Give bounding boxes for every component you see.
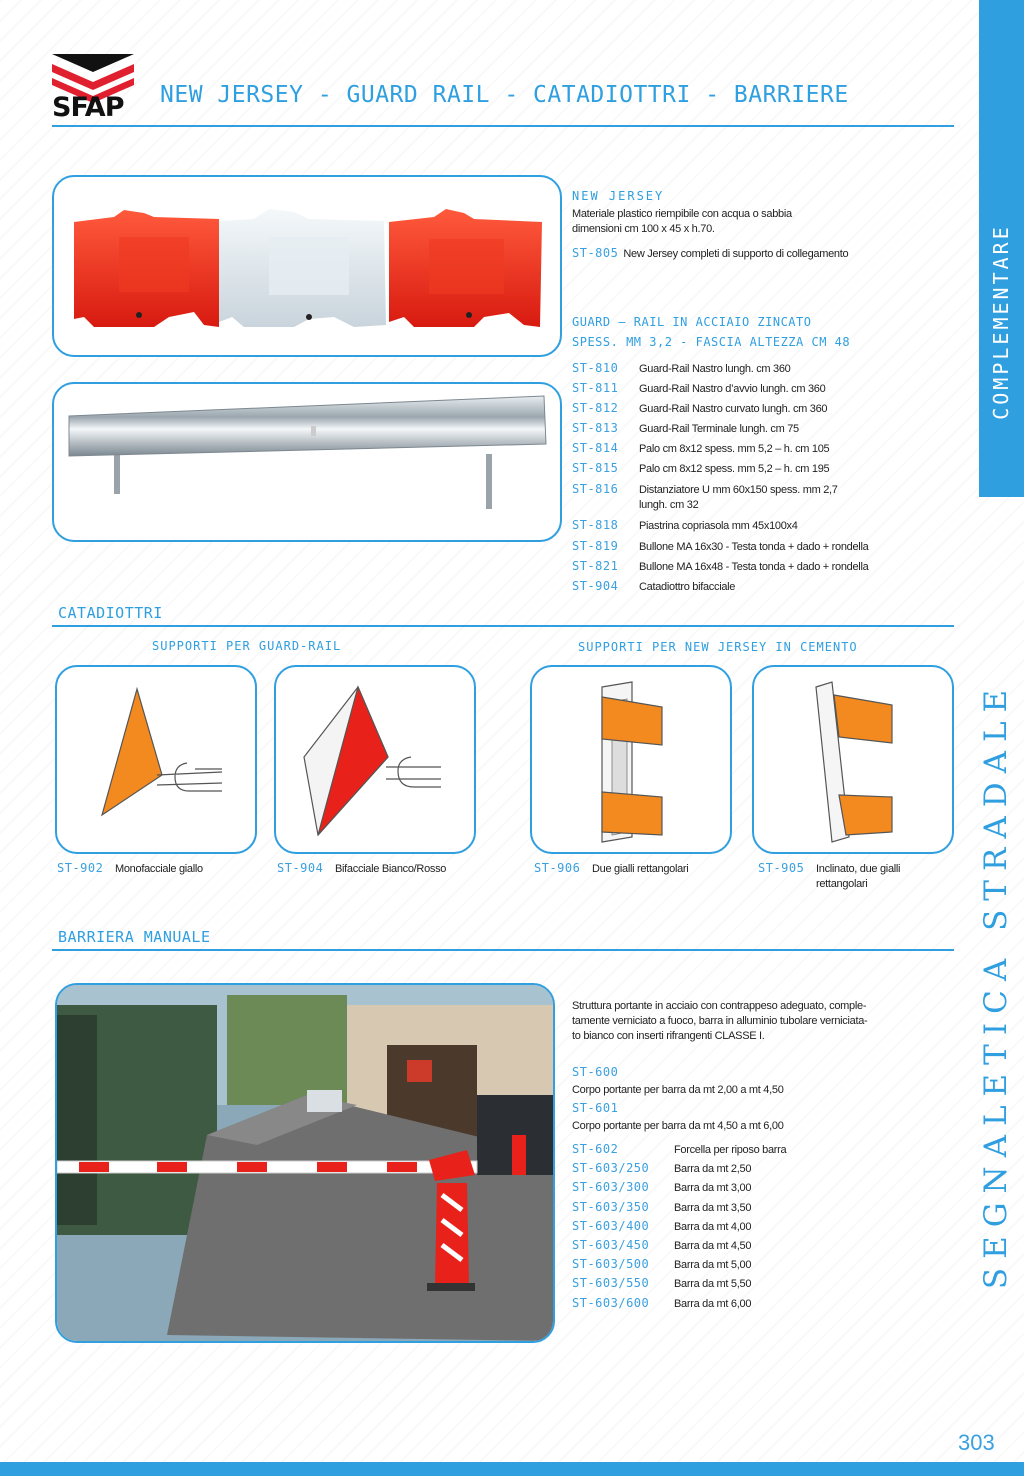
product-code: ST-821: [572, 559, 619, 573]
product-description: Due gialli rettangolari: [592, 863, 689, 875]
product-description: Barra da mt 6,00: [674, 1297, 752, 1310]
product-code: ST-602: [572, 1142, 619, 1156]
catadiottri-heading: CATADIOTTRI: [58, 604, 163, 622]
product-row: [572, 246, 848, 260]
barrier-white: [219, 209, 386, 327]
product-row: [57, 861, 203, 877]
product-code: ST-603/250: [572, 1161, 650, 1176]
product-description: Inclinato, due gialli rettangolari: [816, 863, 901, 890]
guard-rail-subheading: SPESS. MM 3,2 - FASCIA ALTEZZA CM 48: [572, 335, 851, 349]
product-row: [572, 421, 799, 437]
barriera-heading: BARRIERA MANUALE: [58, 928, 211, 946]
product-row: [572, 518, 798, 534]
product-row: [572, 539, 868, 555]
sidebar-tab-label: COMPLEMENTARE: [989, 224, 1013, 420]
product-code: ST-819: [572, 539, 619, 553]
product-row: [572, 1180, 751, 1196]
guard-rail-heading: GUARD – RAIL IN ACCIAIO ZINCATO: [572, 315, 812, 329]
product-row: [572, 1296, 751, 1312]
logo-text: SFAP: [52, 92, 124, 123]
reflector-photo-st904: [274, 665, 476, 854]
product-description: Piastrina copriasola mm 45x100x4: [639, 520, 798, 532]
product-code: ST-813: [572, 421, 619, 435]
reflector-photo-st906: [530, 665, 732, 854]
product-code: ST-811: [572, 381, 619, 395]
product-description: Bifacciale Bianco/Rosso: [335, 863, 447, 875]
product-row: [572, 1219, 751, 1235]
product-code-st600: ST-600: [572, 1065, 619, 1079]
product-description: New Jersey completi di supporto di collegamento: [623, 248, 849, 260]
new-jersey-description: Materiale plastico riempibile con acqua o sabbia dimensioni cm 100 x 45 x h.70.: [572, 208, 792, 235]
vertical-section-title: SEGNALETICA STRADALE: [978, 680, 1014, 1290]
product-row: [572, 1161, 751, 1177]
product-row: [572, 361, 791, 377]
barriera-divider: [52, 949, 954, 951]
product-description: Guard-Rail Nastro curvato lungh. cm 360: [639, 403, 828, 415]
product-description: Barra da mt 3,50: [674, 1201, 752, 1214]
product-code: ST-818: [572, 518, 619, 532]
reflector-photo-st905: [752, 665, 954, 854]
product-description: Guard-Rail Nastro d’avvio lungh. cm 360: [639, 383, 826, 395]
product-description: Barra da mt 4,50: [674, 1240, 752, 1252]
page-number: 303: [958, 1430, 995, 1455]
product-row: [572, 1257, 751, 1273]
product-description: Palo cm 8x12 spess. mm 5,2 – h. cm 195: [639, 463, 830, 475]
product-code: ST-905: [758, 861, 805, 875]
product-code: ST-603/500: [572, 1257, 650, 1272]
product-code: ST-812: [572, 401, 619, 415]
product-row: [572, 401, 827, 417]
product-row: [572, 441, 829, 457]
product-description: Monofacciale giallo: [115, 863, 203, 875]
manual-barrier-photo: [55, 983, 555, 1343]
product-description: Distanziatore U mm 60x150 spess. mm 2,7 lungh. cm 32: [639, 484, 838, 511]
product-row: [572, 559, 868, 575]
product-code-st601: ST-601: [572, 1101, 619, 1115]
product-row: [572, 461, 829, 477]
product-description: Bullone MA 16x48 - Testa tonda + dado + rondella: [639, 561, 869, 573]
barrier-red-left: [74, 210, 219, 327]
reflector-photo-st902: [55, 665, 257, 854]
product-description: Bullone MA 16x30 - Testa tonda + dado + rondella: [639, 541, 869, 553]
guard-rail-photo: [52, 382, 562, 542]
product-description: Barra da mt 5,50: [674, 1278, 752, 1291]
product-row: [572, 1200, 751, 1216]
product-description: Guard-Rail Nastro lungh. cm 360: [639, 363, 791, 375]
product-description: Barra da mt 4,00: [674, 1220, 752, 1233]
product-description: Guard-Rail Terminale lungh. cm 75: [639, 423, 799, 435]
product-code: ST-603/450: [572, 1238, 650, 1252]
product-description: Palo cm 8x12 spess. mm 5,2 – h. cm 105: [639, 443, 830, 455]
product-row: [572, 482, 838, 513]
barrier-red-right: [389, 209, 542, 327]
new-jersey-supports-label: SUPPORTI PER NEW JERSEY IN CEMENTO: [578, 640, 858, 654]
product-row: [572, 1276, 751, 1292]
product-code: ST-805: [572, 246, 619, 260]
product-description: Barra da mt 3,00: [674, 1182, 752, 1195]
product-row: [572, 1238, 751, 1254]
product-description: Catadiottro bifacciale: [639, 581, 736, 593]
product-row: [277, 861, 446, 877]
product-row: [572, 381, 825, 397]
product-code: ST-906: [534, 861, 581, 875]
product-row: [534, 861, 688, 877]
product-code: ST-603/600: [572, 1295, 650, 1310]
product-description: Forcella per riposo barra: [674, 1144, 787, 1156]
product-code: ST-603/350: [572, 1199, 650, 1214]
product-code: ST-810: [572, 361, 619, 375]
catadiottri-divider: [52, 625, 954, 627]
product-row: [758, 861, 900, 892]
product-description-st600: Corpo portante per barra da mt 2,00 a mt 4,50: [572, 1084, 784, 1096]
product-code: ST-814: [572, 441, 619, 455]
product-row: [572, 579, 735, 595]
brand-logo: [52, 52, 134, 123]
product-code: ST-603/400: [572, 1218, 650, 1233]
footer-bar: [0, 1462, 1024, 1476]
product-code: ST-815: [572, 461, 619, 475]
product-row: [572, 1142, 786, 1158]
product-code: ST-902: [57, 861, 104, 875]
product-description: Barra da mt 5,00: [674, 1259, 752, 1272]
product-code: ST-603/300: [572, 1180, 650, 1195]
header-divider: [52, 125, 954, 127]
product-code: ST-904: [277, 861, 324, 875]
new-jersey-photo: [52, 175, 562, 357]
page-title: NEW JERSEY - GUARD RAIL - CATADIOTTRI - BARRIERE: [160, 82, 849, 108]
product-code: ST-816: [572, 482, 619, 496]
barriera-description: Struttura portante in acciaio con contrappeso adeguato, comple- tamente verniciato a fuoco, barra in alluminio tubolare verniciata- to bianco con inserti rifrangenti CLASSE I.: [572, 1000, 868, 1042]
product-description-st601: Corpo portante per barra da mt 4,50 a mt 6,00: [572, 1120, 784, 1132]
product-description: Barra da mt 2,50: [674, 1163, 752, 1176]
guard-rail-supports-label: SUPPORTI PER GUARD-RAIL: [152, 639, 342, 653]
product-code: ST-904: [572, 579, 619, 593]
new-jersey-heading: NEW JERSEY: [572, 189, 665, 203]
product-code: ST-603/550: [572, 1276, 650, 1291]
